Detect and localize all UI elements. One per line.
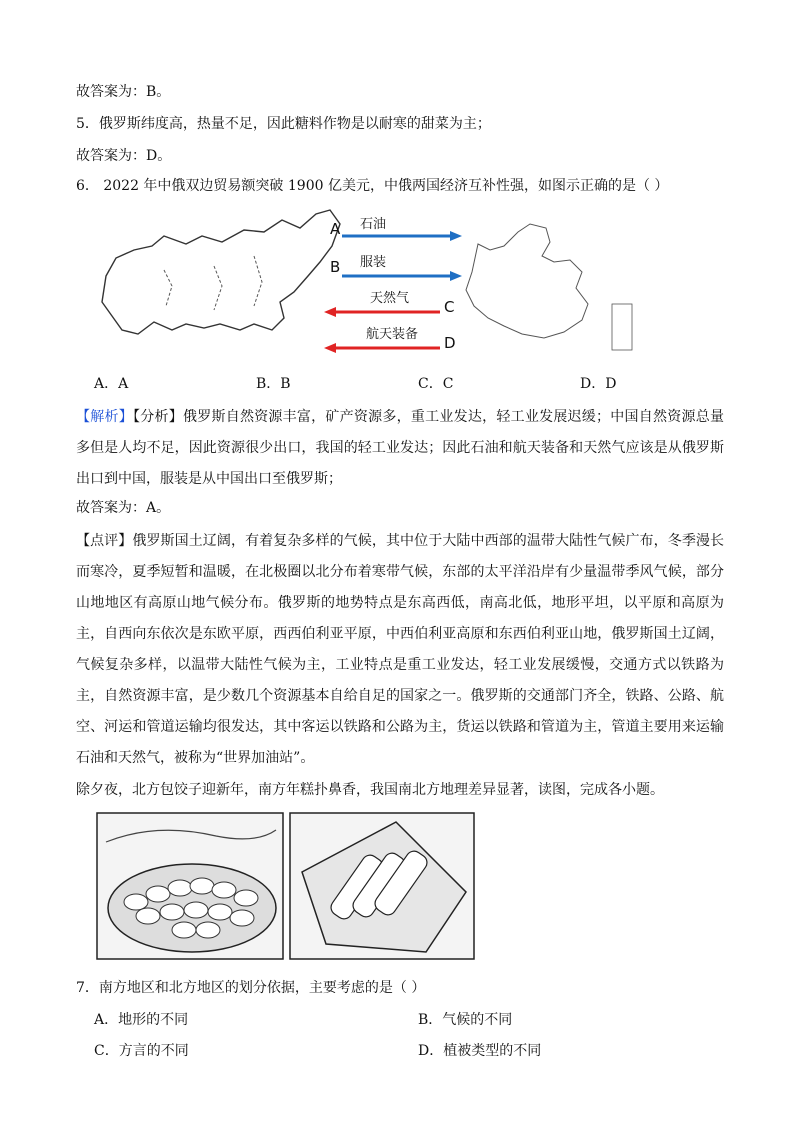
q6-option-c: C．C	[418, 376, 454, 392]
q6-option-d: D．D	[580, 376, 617, 392]
question-6-stem: 6． 2022 年中俄双边贸易额突破 1900 亿美元，中俄两国经济互补性强，如图示正确的是（ ）	[76, 178, 669, 194]
analysis-paragraph	[76, 402, 724, 495]
q7-option-d: D．植被类型的不同	[418, 1043, 542, 1059]
question-7-stem: 7．南方地区和北方地区的划分依据，主要考虑的是（ ）	[76, 980, 426, 996]
arrow-c-letter: C	[444, 298, 455, 316]
south-china-sea-inset	[612, 304, 632, 350]
q6-option-a: A．A	[94, 376, 129, 392]
china-map	[466, 224, 588, 338]
q7-option-c: C．方言的不同	[94, 1043, 189, 1059]
intro-q7: 除夕夜，北方包饺子迎新年，南方年糕扑鼻香，我国南北方地理差异显著，读图，完成各小题。	[76, 782, 664, 798]
q6-option-b: B．B	[256, 376, 291, 392]
russia-map	[102, 210, 340, 334]
analysis-tag: 【解析】	[76, 409, 133, 425]
arrow-b-label: 服装	[360, 255, 387, 270]
q7-option-a: A．地形的不同	[94, 1012, 189, 1028]
dumplings-ricecake-figure	[96, 812, 476, 960]
arrow-a-head	[450, 231, 462, 241]
analysis-answer: 故答案为：A。	[76, 500, 171, 516]
explanation-5: 5．俄罗斯纬度高，热量不足，因此糖料作物是以耐寒的甜菜为主；	[76, 116, 491, 132]
comment-tag: 【点评】	[76, 533, 133, 549]
trade-map-figure	[94, 206, 646, 364]
answer-line-d: 故答案为：D。	[76, 148, 172, 164]
arrow-c-head	[324, 307, 336, 317]
arrow-c-label: 天然气	[370, 291, 410, 306]
arrow-d-label: 航天装备	[366, 327, 419, 342]
answer-line-b: 故答案为：B。	[76, 84, 171, 100]
q7-option-b: B．气候的不同	[418, 1012, 513, 1028]
arrow-a-letter: A	[330, 220, 341, 238]
arrow-b-head	[450, 271, 462, 281]
arrow-d-head	[324, 343, 336, 353]
comment-text: 俄罗斯国土辽阔，有着复杂多样的气候，其中位于大陆中西部的温带大陆性气候广布，冬季漫长而寒冷，夏季短暂和温暖，在北极圈以北分布着寒带气候，东部的太平洋沿岸有少量温带季风气候，部分山地地区有高原山地气候分布。俄罗斯的地势特点是东高西低，南高北低，地形平坦，以平原和高原为主，自西向东依次是东欧平原，西西伯利亚平原，中西伯利亚高原和东西伯利亚山地，俄罗斯国土辽阔，气候复杂多样，以温带大陆性气候为主，工业特点是重工业发达，轻工业发展缓慢，交通方式以铁路为主，自然资源丰富，是少数几个资源基本自给自足的国家之一。俄罗斯的交通部门齐全，铁路、公路、航空、河运和管道运输均很发达，其中客运以铁路和公路为主，货运以铁路和管道为主，管道主要用来运输石油和天然气，被称为“世界加油站”。	[76, 533, 725, 766]
analysis-text: 【分析】俄罗斯自然资源丰富，矿产资源多，重工业发达，轻工业发展迟缓；中国自然资源总量多但是人均不足，因此资源很少出口，我国的轻工业发达；因此石油和航天装备和天然气应该是从俄罗斯出口到中国，服装是从中国出口至俄罗斯；	[76, 409, 725, 487]
arrow-a-label: 石油	[360, 217, 387, 232]
comment-paragraph	[76, 526, 724, 774]
arrow-d-letter: D	[444, 334, 456, 352]
arrow-b-letter: B	[330, 258, 341, 276]
